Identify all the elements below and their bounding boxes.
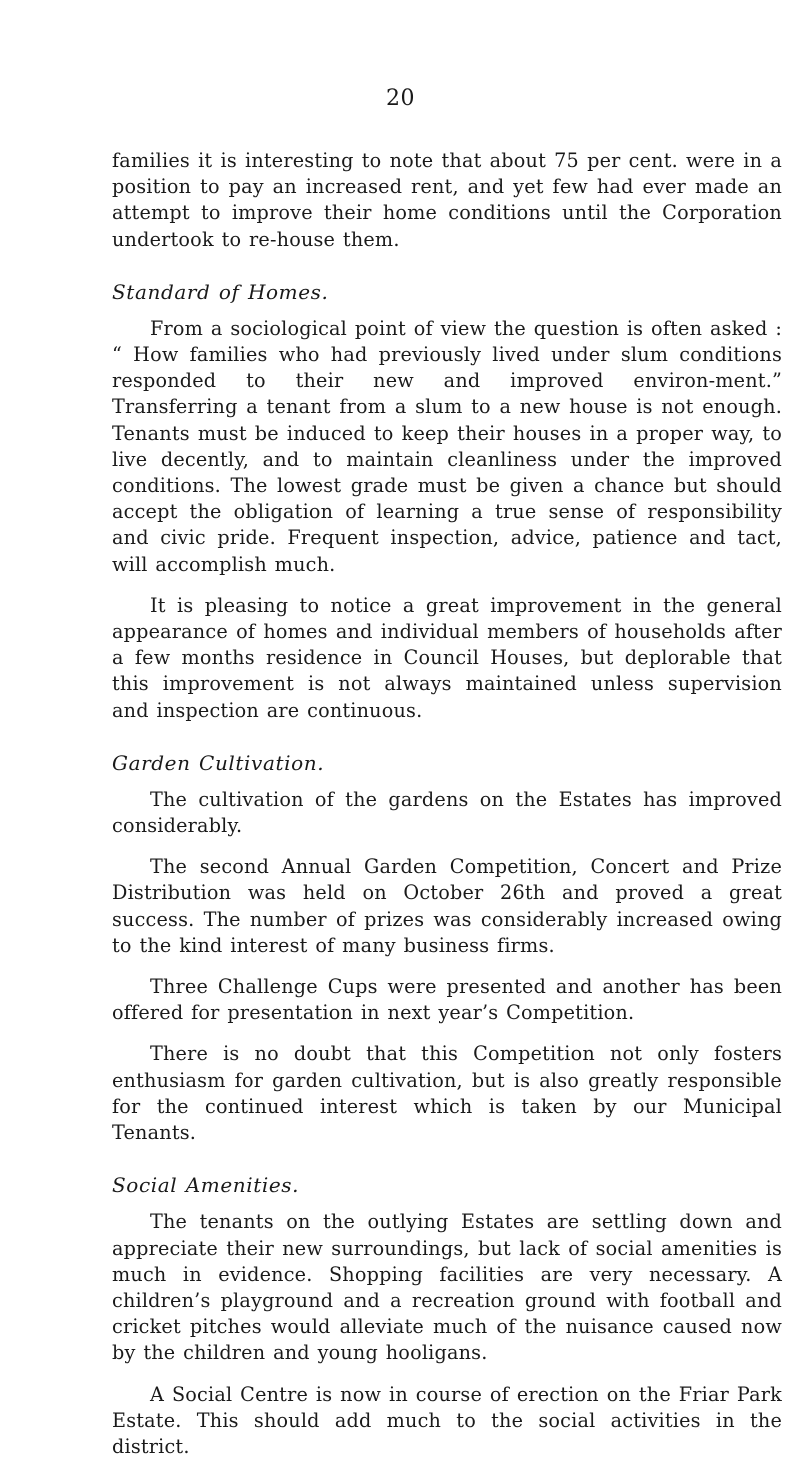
section-heading-garden-cultivation: Garden Cultivation. xyxy=(112,750,325,775)
page-body xyxy=(112,148,782,1475)
paragraph: The cultivation of the gardens on the Estates has improved considerably. xyxy=(112,787,782,838)
section-heading-standard-of-homes: Standard of Homes. xyxy=(112,279,329,304)
paragraph: There is no doubt that this Competition not only fosters enthusiasm for garden cultivation, but is also greatly responsible for the continued interest which is taken by our Municipal Tenants. xyxy=(112,1042,782,1145)
section-heading-social-amenities: Social Amenities. xyxy=(112,1173,300,1198)
page-number: 20 xyxy=(386,86,415,111)
paragraph: Three Challenge Cups were presented and another has been offered for presentation in next year’s Competition. xyxy=(112,975,782,1025)
paragraph: From a sociological point of view the question is often asked : “ How families who had previously lived under slum conditions responded to their new and improved environ-ment.” Transferring a tenant from a slum to a new house is not enough. Tenants must be induced to keep their houses in a proper way, to live decently, and to maintain cleanliness under the improved conditions. The lowest grade must be given a chance but should accept the obligation of learning a true sense of responsibility and civic pride. Frequent inspection, advice, patience and tact, will accomplish much. xyxy=(112,316,782,576)
intro-paragraph: families it is interesting to note that about 75 per cent. were in a position to pay an increased rent, and yet few had ever made an attempt to improve their home conditions until the Corporation undertook to re-house them. xyxy=(112,149,782,251)
paragraph: A Social Centre is now in course of erection on the Friar Park Estate. This should add much to the social activities in the district. xyxy=(112,1382,782,1458)
paragraph: It is pleasing to notice a great improvement in the general appearance of homes and individual members of households after a few months residence in Council Houses, but deplorable that this improvement is not always maintained unless supervision and inspection are continuous. xyxy=(112,593,782,722)
paragraph: The tenants on the outlying Estates are settling down and appreciate their new surroundings, but lack of social amenities is much in evidence. Shopping facilities are very necessary. A children’s playground and a recreation ground with football and cricket pitches would alleviate much of the nuisance caused now by the children and young hooligans. xyxy=(112,1210,782,1365)
paragraph: The second Annual Garden Competition, Concert and Prize Distribution was held on October 26th and proved a great success. The number of prizes was considerably increased owing to the kind interest of many business firms. xyxy=(112,855,782,957)
